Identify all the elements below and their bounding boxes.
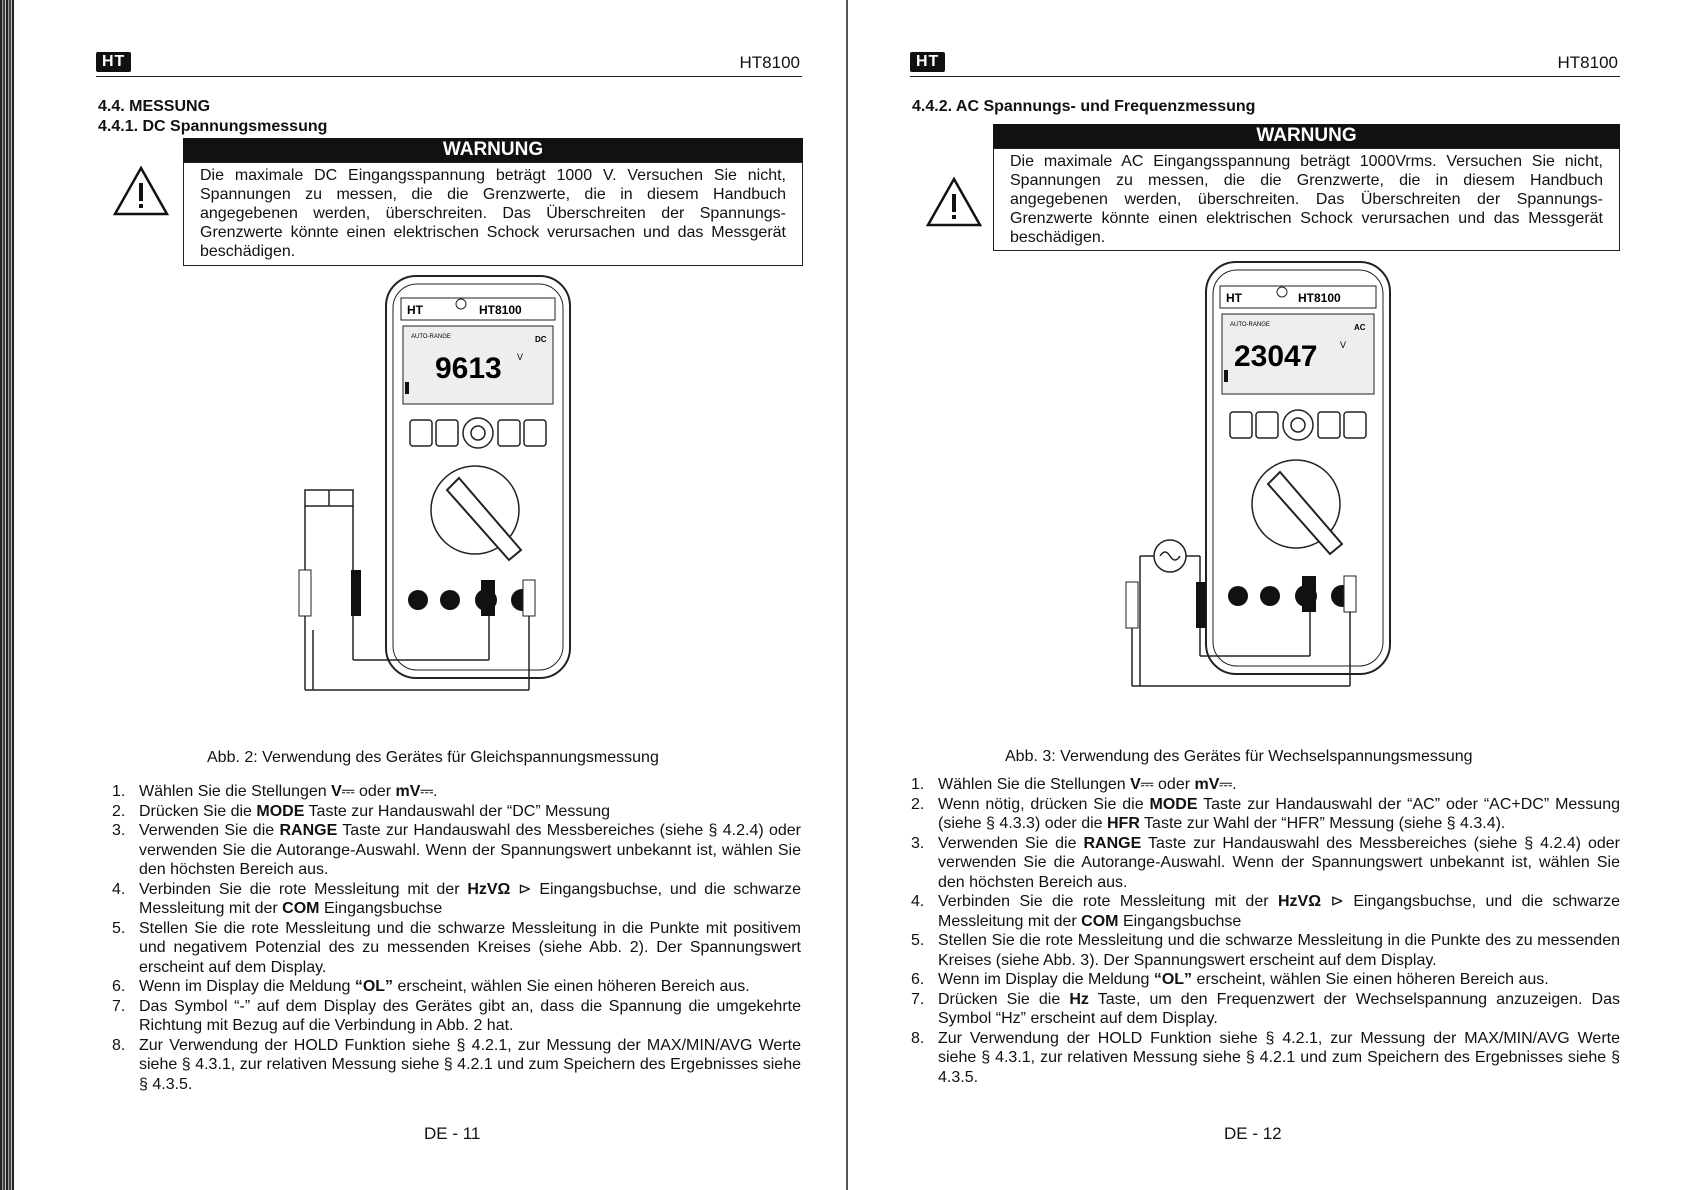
warning-text: Die maximale DC Eingangsspannung beträgt 1000 V. Versuchen Sie nicht, Spannungen zu messen, die die Grenzwerte, die in diesem Handbuch angegebenen werden, überschreiten. Das Überschreiten der Spannungs-Grenzwerte könnte einen elektrischen Schock verursachen und das Messgerät beschädigen. — [183, 162, 803, 266]
meter-autorange: AUTO-RANGE — [411, 334, 451, 340]
meter-brand: HT — [1226, 291, 1242, 305]
figure-caption: Abb. 3: Verwendung des Gerätes für Wechselspannungsmessung — [1005, 748, 1473, 765]
list-item-number: 2. — [112, 802, 126, 820]
warning-text: Die maximale AC Eingangsspannung beträgt 1000Vrms. Versuchen Sie nicht, Spannungen zu messen, die die Grenzwerte, die in diesem Handbuch angegebenen werden, überschreiten. Das Überschreiten der Spannungs-Grenzwerte könnte einen elektrischen Schock verursachen und das Messgerät beschädigen. — [993, 148, 1620, 251]
list-item-number: 2. — [911, 795, 925, 813]
text-run: Wenn nötig, drücken Sie die — [938, 795, 1150, 813]
page-header — [96, 52, 802, 77]
list-item — [112, 1036, 801, 1095]
list-item-number: 1. — [911, 776, 925, 793]
bold-term: Hz — [1069, 990, 1089, 1008]
text-run: Taste zur Handauswahl der “AC” oder “AC+DC” Messung (siehe § 4.3.3) oder die — [938, 795, 1620, 832]
text-run: Eingangsbuchse — [319, 900, 443, 917]
list-item-number: 7. — [911, 990, 925, 1008]
page-left — [14, 0, 846, 1190]
list-item — [112, 977, 801, 997]
text-run: Verwenden Sie die — [938, 834, 1084, 852]
meter-model: HT8100 — [479, 303, 522, 317]
bold-term: HzVΩ — [1277, 893, 1322, 910]
text-run: Taste zur Handauswahl der “DC” Messung — [304, 802, 611, 820]
text-run: Das Symbol “-” auf dem Display des Gerätes gibt an, dass die Spannung die umgekehrte Richtung mit Bezug auf die Verbindung in Abb. 2 hat. — [139, 997, 801, 1034]
bold-term: “OL” — [1153, 971, 1193, 988]
bold-term: HzVΩ — [467, 880, 511, 898]
list-item-number: 7. — [112, 997, 126, 1015]
bold-term: RANGE — [279, 822, 338, 839]
list-item — [112, 802, 801, 822]
text-run: Wählen Sie die Stellungen — [938, 776, 1131, 793]
list-item — [911, 834, 1621, 893]
meter-reading: 9613 — [435, 352, 502, 385]
bold-term: MODE — [256, 802, 305, 820]
text-run: Verbinden Sie die rote Messleitung mit der — [139, 880, 468, 898]
text-run: . — [433, 783, 438, 800]
bold-term: V⎓ — [1130, 776, 1154, 793]
bold-term: V⎓ — [331, 783, 355, 800]
section-title: 4.4. MESSUNG — [98, 98, 211, 115]
subsection-title: 4.4.1. DC Spannungsmessung — [98, 118, 328, 135]
list-item-number: 1. — [112, 783, 126, 800]
text-run: Wählen Sie die Stellungen — [139, 783, 332, 800]
list-item — [112, 919, 801, 978]
text-run: oder — [1153, 776, 1195, 793]
list-item-number: 5. — [911, 932, 925, 949]
meter-model: HT8100 — [1298, 291, 1341, 305]
ht-logo: HT — [96, 52, 131, 72]
text-run: Taste, um den Frequenzwert der Wechselspannung anzuzeigen. Das Symbol “Hz” erscheint auf dem Display. — [938, 990, 1621, 1027]
text-run: Verbinden Sie die rote Messleitung mit der — [938, 893, 1278, 910]
figure-ac-measurement — [1100, 256, 1420, 746]
list-item-number: 8. — [112, 1036, 126, 1054]
text-run: Drücken Sie die — [139, 802, 257, 820]
bold-term: RANGE — [1083, 834, 1142, 852]
text-run: Wenn im Display die Meldung — [938, 971, 1154, 988]
figure-caption: Abb. 2: Verwendung des Gerätes für Gleichspannungsmessung — [207, 749, 659, 766]
list-item — [112, 821, 802, 880]
list-item-number: 4. — [112, 880, 126, 898]
list-item-number: 3. — [911, 834, 925, 852]
list-item-number: 6. — [911, 971, 925, 988]
meter-unit: V — [517, 352, 524, 362]
meter-unit: V — [1340, 340, 1347, 350]
text-run: erscheint, wählen Sie einen höheren Bereich aus. — [1192, 971, 1549, 988]
bold-term: mV⎓ — [395, 783, 434, 800]
text-run: Stellen Sie die rote Messleitung und die schwarze Messleitung in die Punkte des zu messenden Kreises (siehe Abb. 3). Der Spannungswert erscheint auf dem Display. — [938, 932, 1620, 969]
instruction-list — [112, 782, 802, 1094]
text-run: Drücken Sie die — [938, 990, 1070, 1008]
bold-term: MODE — [1149, 795, 1198, 813]
bold-term: COM — [282, 900, 320, 917]
bold-term: COM — [1081, 912, 1119, 930]
text-run: Zur Verwendung der HOLD Funktion siehe § 4.2.1, zur Messung der MAX/MIN/AVG Werte siehe § 4.3.1, zur relativen Messung siehe § 4.2.1 und zum Speichern des Ergebnisses siehe § 4.3.5. — [938, 1029, 1620, 1086]
bold-term: HFR — [1107, 815, 1140, 832]
meter-brand: HT — [407, 303, 423, 317]
meter-autorange: AUTO-RANGE — [1230, 322, 1270, 328]
header-model: HT8100 — [739, 53, 800, 72]
list-item-number: 8. — [911, 1029, 925, 1047]
list-item-number: 6. — [112, 978, 126, 995]
list-item — [911, 990, 1621, 1029]
list-item — [911, 795, 1620, 834]
text-run: ⊳ Eingangsbuchse, und die schwarze Messleitung mit der — [139, 880, 801, 917]
text-run: oder — [354, 783, 396, 800]
warning-title: WARNUNG — [183, 138, 803, 162]
text-run: Verwenden Sie die — [139, 822, 280, 839]
text-run: Taste zur Handauswahl des Messbereiches (siehe § 4.2.4) oder verwenden Sie die Autorange-Auswahl. Wenn der Spannungswert unbekannt ist, wählen Sie den höchsten Bereich aus. — [938, 834, 1621, 891]
warning-title: WARNUNG — [993, 124, 1620, 148]
list-item — [112, 997, 801, 1036]
list-item — [911, 1029, 1620, 1088]
header-model: HT8100 — [1557, 53, 1618, 72]
figure-dc-measurement — [289, 270, 609, 750]
text-run: Taste zur Handauswahl des Messbereiches (siehe § 4.2.4) oder verwenden Sie die Autorange-Auswahl. Wenn der Spannungswert unbekannt ist, wählen Sie den höchsten Bereich aus. — [139, 822, 802, 878]
list-item — [911, 775, 1620, 795]
subsection-title: 4.4.2. AC Spannungs- und Frequenzmessung — [912, 98, 1256, 115]
book-binding — [0, 0, 14, 1190]
meter-mode: DC — [535, 335, 547, 344]
list-item — [911, 931, 1620, 970]
text-run: . — [1232, 776, 1237, 793]
page-number: DE - 11 — [424, 1124, 481, 1143]
bold-term: “OL” — [354, 978, 394, 995]
page-number: DE - 12 — [1224, 1124, 1282, 1143]
list-item — [112, 880, 801, 919]
page-header — [910, 52, 1620, 77]
warning-triangle-icon — [112, 165, 170, 217]
meter-reading: 23047 — [1234, 340, 1318, 373]
list-item — [112, 782, 801, 802]
text-run: Taste zur Wahl der “HFR” Messung (siehe § 4.3.4). — [1139, 815, 1506, 832]
list-item-number: 3. — [112, 822, 126, 839]
list-item-number: 5. — [112, 919, 126, 937]
list-item — [911, 970, 1620, 990]
warning-triangle-icon — [925, 176, 983, 228]
text-run: Stellen Sie die rote Messleitung und die schwarze Messleitung in die Punkte mit positivem und negativem Potenzial des zu messenden Kreises (siehe Abb. 2). Der Spannungswert erscheint auf dem Display. — [139, 919, 801, 976]
text-run: Zur Verwendung der HOLD Funktion siehe § 4.2.1, zur Messung der MAX/MIN/AVG Werte siehe § 4.3.1, zur relativen Messung siehe § 4.2.1 und zum Speichern des Ergebnisses siehe § 4.3.5. — [139, 1036, 801, 1093]
text-run: Eingangsbuchse — [1118, 912, 1242, 930]
meter-mode: AC — [1354, 323, 1366, 332]
bold-term: mV⎓ — [1194, 776, 1233, 793]
list-item-number: 4. — [911, 893, 925, 910]
list-item — [911, 892, 1621, 931]
text-run: Wenn im Display die Meldung — [139, 978, 355, 995]
page-right — [848, 0, 1683, 1190]
text-run: ⊳ Eingangsbuchse, und die schwarze Messleitung mit der — [938, 893, 1621, 930]
ht-logo: HT — [910, 52, 945, 72]
text-run: erscheint, wählen Sie einen höheren Bereich aus. — [393, 978, 750, 995]
instruction-list — [911, 775, 1621, 1087]
